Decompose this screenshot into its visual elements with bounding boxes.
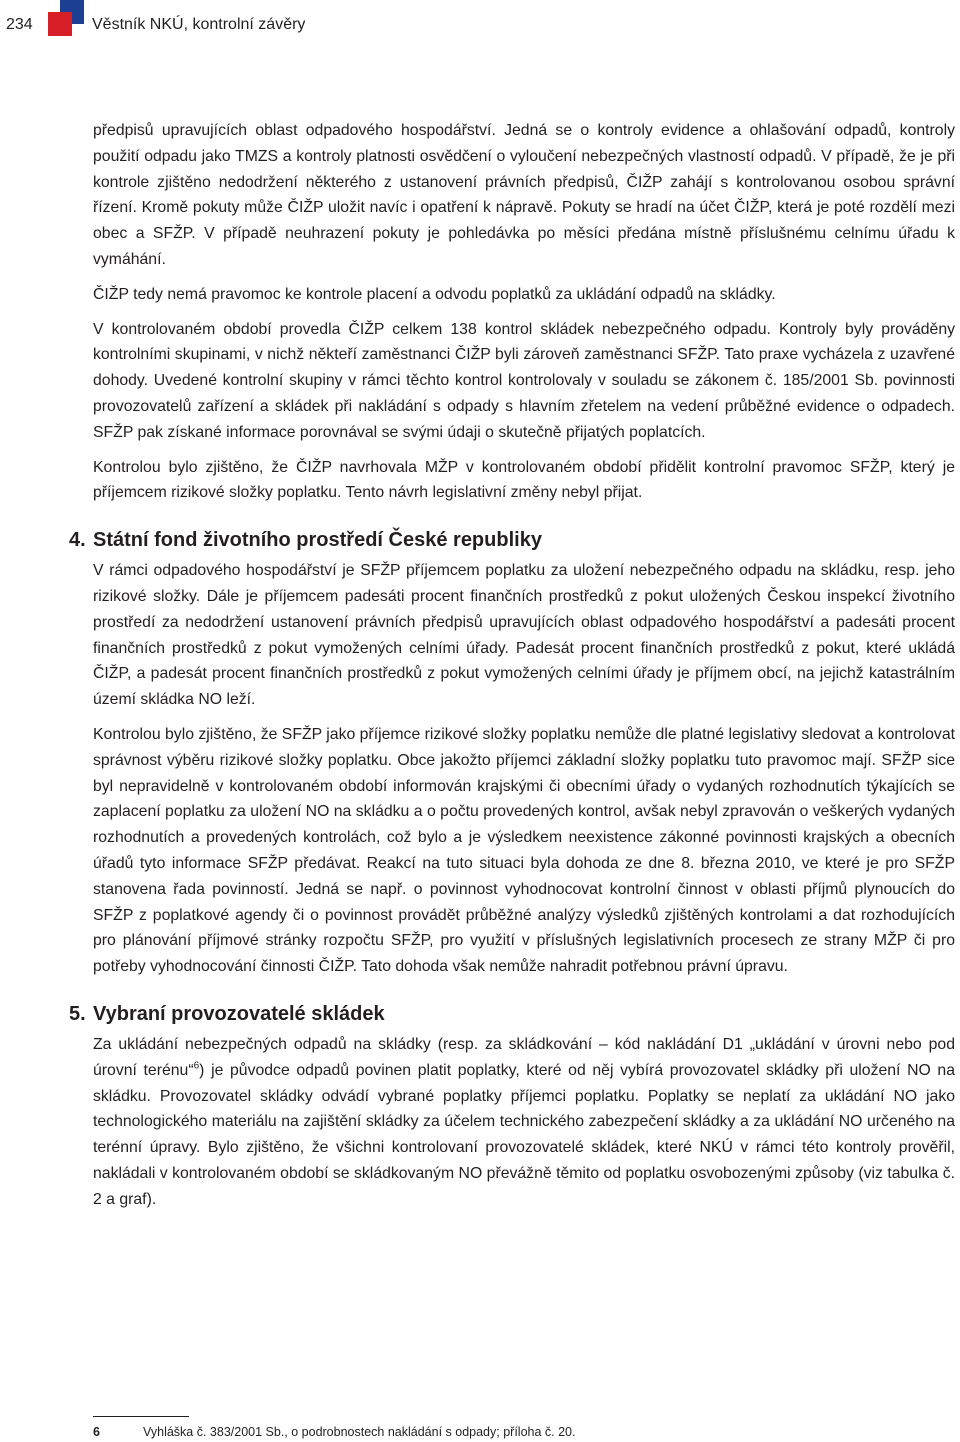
footnote-divider xyxy=(93,1416,189,1417)
section-5-heading xyxy=(69,1000,955,1028)
paragraph-intro-2: ČIŽP tedy nemá pravomoc ke kontrole placení a odvodu poplatků za ukládání odpadů na skládky. xyxy=(93,285,776,303)
section-5-number: 5. xyxy=(69,1002,86,1025)
paragraph-intro-1: předpisů upravujících oblast odpadového hospodářství. Jedná se o kontroly evidence a ohlašování odpadů, kontroly použití odpadu jako TMZS a kontroly platnosti osvědčení o vyloučení nebezpečných vlastností odpadů. V případě, že je při kontrole zjištěno nedodržení některého z ustanovení právních předpisů, ČIŽP zahájí s kontrolovanou osobou správní řízení. Kromě pokuty může ČIŽP uložit navíc i opatření k nápravě. Pokuty se hradí na účet ČIŽP, která je poté rozdělí mezi obec a SFŽP. V případě neuhrazení pokuty je pohledávka po měsíci předána místně příslušnému celnímu úřadu k vymáhání. xyxy=(93,122,955,268)
paragraph-intro-3: V kontrolovaném období provedla ČIŽP celkem 138 kontrol skládek nebezpečného odpadu. Kontroly byly prováděny kontrolními skupinami, v nichž někteří zaměstnanci ČIŽP byli zároveň zaměstnanci SFŽP. Tato praxe vycházela z uzavřené dohody. Uvedené kontrolní skupiny v rámci těchto kontrol kontrolovaly v souladu se zákonem č. 185/2001 Sb. povinnosti provozovatelů zařízení a skládek při nakládání s odpady s hlavním zřetelem na vedení průběžné evidence o odpadech. SFŽP pak získané informace porovnával se svými údaji o skutečně přijatých poplatcích. xyxy=(93,320,955,441)
page-content xyxy=(69,118,955,1212)
section-5-text-after-ref: ) je původce odpadů povinen platit poplatky, které od něj vybírá provozovatel skládky při uložení NO na skládku. Provozovatel skládky odvádí vybrané poplatky příjemci poplatku. Poplatky se neplatí za ukládání NO jako technologického materiálu na zajištění skládky za účelem technického zabezpečení skládky a za ukládání NO určeného na terénní úpravy. Bylo zjištěno, že všichni kontrolovaní provozovatelé skládek, které NKÚ v rámci této kontroly prověřil, nakládali v kontrolovaném období se skládkovaným NO převážně těmito od poplatku osvobozenými způsoby (viz tabulka č. 2 a graf). xyxy=(93,1061,955,1208)
footnote xyxy=(93,1425,575,1439)
footnote-number: 6 xyxy=(93,1425,100,1439)
section-4-title: Státní fond životního prostředí České republiky xyxy=(93,529,542,552)
section-4-paragraph-2: Kontrolou bylo zjištěno, že SFŽP jako příjemce rizikové složky poplatku nemůže dle platné legislativy sledovat a kontrolovat správnost výběru rizikové složky poplatku. Obce jakožto příjemci základní složky poplatku tuto pravomoc mají. SFŽP sice byl nepravidelně v kontrolovaném období informován krajskými či obecními úřady o vydaných rozhodnutích týkajících se zaplacení poplatku za uložení NO na skládku a o počtu provedených kontrol, avšak nebyl zpravován o veškerých vydaných rozhodnutích a provedených kontrolách, což bylo a je výsledkem neexistence zákonné povinnosti krajských a obecních úřadů tyto informace SFŽP předávat. Reakcí na tuto situaci byla dohoda ze dne 8. března 2010, ve které je pro SFŽP stanovena řada povinností. Jedná se např. o povinnost vyhodnocovat kontrolní činnost v oblasti příjmů plynoucích do SFŽP z poplatkové agendy či o povinnost provádět průběžné analýzy výsledků zjištěných kontrolami a dat rozhodujících pro plánování příjmové stránky rozpočtu SFŽP, pro využití v příslušných legislativních procesech ze strany MŽP či pro potřeby vyhodnocování činnosti ČIŽP. Tato dohoda však nemůže nahradit potřebnou právní úpravu. xyxy=(93,725,955,976)
section-4-heading xyxy=(69,526,955,554)
footnote-reference[interactable]: 6 xyxy=(193,1060,200,1072)
paragraph-intro-4: Kontrolou bylo zjištěno, že ČIŽP navrhovala MŽP v kontrolovaném období přidělit kontrolní pravomoc SFŽP, který je příjemcem rizikové složky poplatku. Tento návrh legislativní změny nebyl přijat. xyxy=(93,458,955,502)
page-header xyxy=(0,0,960,60)
footnote-text: Vyhláška č. 383/2001 Sb., o podrobnostech nakládání s odpady; příloha č. 20. xyxy=(143,1425,576,1439)
logo-red-square xyxy=(48,12,72,36)
section-5-title: Vybraní provozovatelé skládek xyxy=(93,1002,385,1025)
nku-logo-squares-icon xyxy=(48,0,84,36)
section-4-paragraph-1: V rámci odpadového hospodářství je SFŽP příjemcem poplatku za uložení nebezpečného odpadu na skládku, resp. jeho rizikové složky. Dále je příjemcem padesáti procent finančních prostředků z pokut uložených Českou inspekcí životního prostředí za nedodržení ustanovení právních předpisů upravujících oblast odpadového hospodářství a padesáti procent finančních prostředků z pokut vymožených celními úřady. Padesát procent finančních prostředků z pokut, které ukládá ČIŽP, a padesát procent finančních prostředků z pokut vymožených celními úřady je příjmem obcí, na jejichž katastrálním území skládka NO leží. xyxy=(93,562,955,709)
section-4-number: 4. xyxy=(69,529,86,552)
section-5-paragraph-1 xyxy=(93,1032,955,1213)
running-title: Věstník NKÚ, kontrolní závěry xyxy=(92,16,306,33)
page-number: 234 xyxy=(6,16,33,33)
section-5-text-before-ref: Za ukládání nebezpečných odpadů na skládky (resp. za skládkování – kód nakládání D1 „ukládání v úrovni nebo pod úrovní terénu“ xyxy=(93,1035,955,1079)
